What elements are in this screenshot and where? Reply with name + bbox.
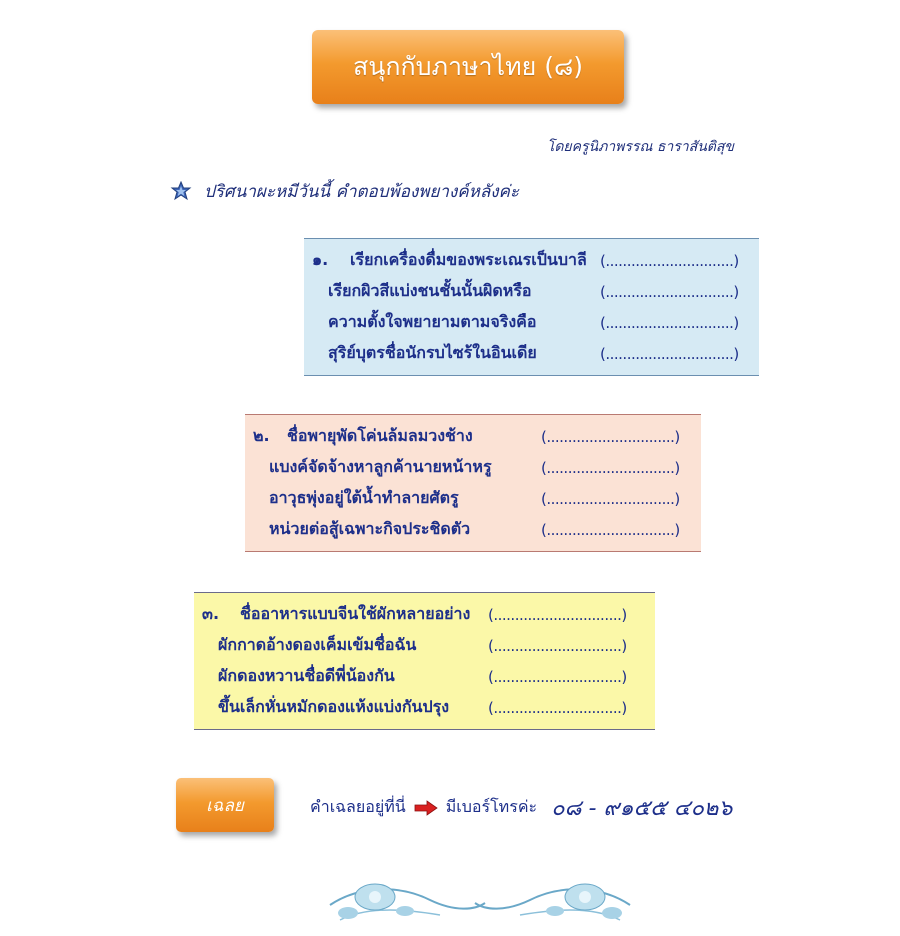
answer-blank[interactable]: (..............................) bbox=[488, 605, 627, 624]
riddle-box-3 bbox=[194, 592, 655, 730]
riddle-text: ชื่ออาหารแบบจีนใช้ผักหลายอย่าง bbox=[240, 604, 471, 623]
answer-blank[interactable]: (..............................) bbox=[541, 520, 680, 539]
answer-blank[interactable]: (..............................) bbox=[488, 636, 627, 655]
riddle-line bbox=[194, 692, 655, 723]
riddle-line bbox=[245, 514, 701, 545]
author-credit: โดยครูนิภาพรรณ ธาราสันติสุข bbox=[546, 139, 734, 155]
riddle-line bbox=[304, 245, 759, 276]
answer-blank[interactable]: (..............................) bbox=[600, 344, 739, 363]
riddle-text: เรียกผิวสีแบ่งชนชั้นนั้นผิดหรือ bbox=[328, 281, 532, 300]
intro-text: ปริศนาผะหมีวันนี้ คำตอบพ้องพยางค์หลังค่ะ bbox=[204, 182, 520, 202]
answer-blank[interactable]: (..............................) bbox=[541, 489, 680, 508]
riddle-box-2 bbox=[245, 414, 701, 552]
riddle-box-1 bbox=[304, 238, 759, 376]
star-icon bbox=[170, 181, 192, 203]
riddle-line bbox=[194, 630, 655, 661]
flourish-right bbox=[475, 884, 630, 920]
answer-row bbox=[310, 790, 732, 825]
answer-blank[interactable]: (..............................) bbox=[600, 313, 739, 332]
riddle-text: เรียกเครื่องดื่มของพระเณรเป็นบาลี bbox=[350, 250, 587, 269]
page-title-banner bbox=[312, 30, 624, 104]
answer-blank[interactable]: (..............................) bbox=[541, 458, 680, 477]
answer-blank[interactable]: (..............................) bbox=[541, 427, 680, 446]
riddle-number: ๓. bbox=[202, 604, 220, 623]
riddle-line bbox=[245, 452, 701, 483]
riddle-line bbox=[304, 338, 759, 369]
riddle-line bbox=[304, 307, 759, 338]
riddle-line bbox=[194, 661, 655, 692]
answer-button-label: เฉลย bbox=[206, 795, 244, 816]
answer-blank[interactable]: (..............................) bbox=[488, 667, 627, 686]
page-title: สนุกกับภาษาไทย (๘) bbox=[353, 52, 583, 81]
riddle-line bbox=[245, 421, 701, 452]
riddle-text: สุริย์บุตรชื่อนักรบไซร้ในอินเดีย bbox=[328, 343, 537, 362]
riddle-text: ผักกาดอ้างดองเค็มเข้มชื่อฉัน bbox=[218, 635, 417, 654]
riddle-number: ๒. bbox=[253, 426, 270, 445]
riddle-line bbox=[304, 276, 759, 307]
riddle-text: ความตั้งใจพยายามตามจริงคือ bbox=[328, 312, 537, 331]
riddle-line bbox=[245, 483, 701, 514]
right-arrow-icon bbox=[414, 800, 438, 816]
answer-blank[interactable]: (..............................) bbox=[600, 251, 739, 270]
answer-button[interactable] bbox=[176, 778, 274, 832]
phone-number: ๐๘ - ๙๑๕๕ ๔๐๒๖ bbox=[551, 796, 733, 821]
riddle-number: ๑. bbox=[312, 250, 329, 269]
flourish-left bbox=[330, 884, 485, 920]
riddle-text: ผักดองหวานชื่อดีพี่น้องกัน bbox=[218, 666, 395, 685]
riddle-text: อาวุธพุ่งอยู่ใต้น้ำทำลายศัตรู bbox=[269, 488, 459, 507]
riddle-text: หน่วยต่อสู้เฉพาะกิจประชิดตัว bbox=[269, 519, 471, 538]
floral-flourish bbox=[320, 865, 640, 935]
answer-text: คำเฉลยอยู่ที่นี่ bbox=[310, 797, 406, 816]
answer-blank[interactable]: (..............................) bbox=[600, 282, 739, 301]
riddle-text: ขึ้นเล็กหั่นหมักดองแห้งแบ่งกันปรุง bbox=[218, 697, 450, 716]
riddle-line bbox=[194, 599, 655, 630]
phone-label: มีเบอร์โทรค่ะ bbox=[445, 797, 538, 816]
answer-blank[interactable]: (..............................) bbox=[488, 698, 627, 717]
riddle-text: แบงค์จัดจ้างหาลูกค้านายหน้าหรู bbox=[269, 457, 492, 476]
intro-row bbox=[170, 178, 519, 205]
riddle-text: ชื่อพายุพัดโค่นล้มลมวงช้าง bbox=[287, 426, 473, 445]
